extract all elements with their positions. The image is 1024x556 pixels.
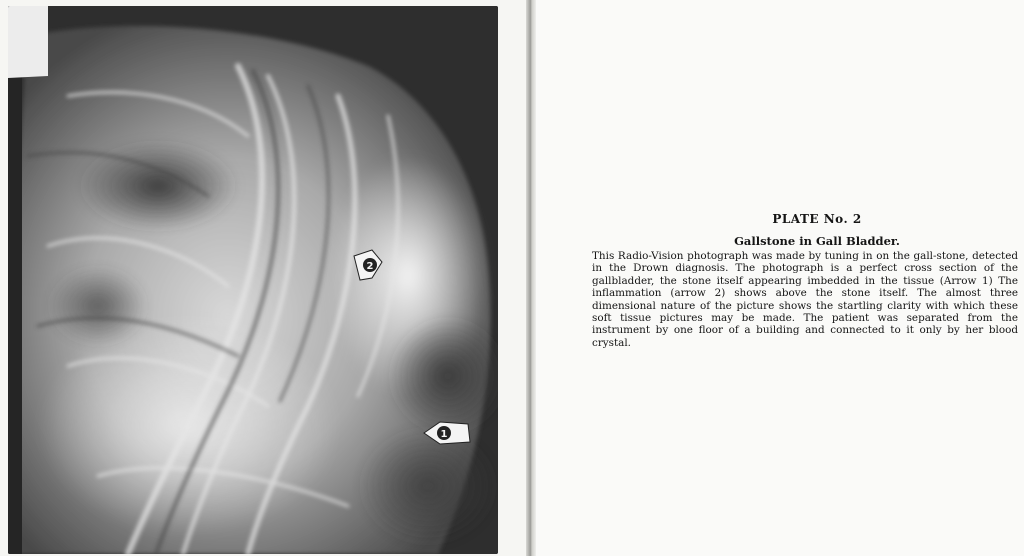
arrow-1-label: 1 bbox=[440, 429, 448, 440]
radio-vision-photograph bbox=[8, 6, 498, 554]
book-gutter bbox=[526, 0, 536, 556]
plate-label: PLATE No. 2 bbox=[772, 212, 862, 226]
gallbladder-image bbox=[8, 6, 498, 554]
plate-caption bbox=[592, 212, 1018, 349]
plate-heading: Gallstone in Gall Bladder. bbox=[734, 234, 900, 248]
arrow-2-label: 2 bbox=[366, 261, 374, 272]
plate-description: This Radio-Vision photograph was made by tuning in on the gall-stone, detected in the Drown diagnosis. The photograph is a perfect cross section of the gallbladder, the stone itself appearing imbedded in the tissue (Arrow 1) The inflammation (arrow 2) shows above the stone itself. The almost three dimensional nature of the picture shows the startling clarity with which these soft tissue pictures may be made. The patient was separated from the instrument by one floor of a building and connected to it only by her blood crystal. bbox=[592, 250, 1018, 349]
